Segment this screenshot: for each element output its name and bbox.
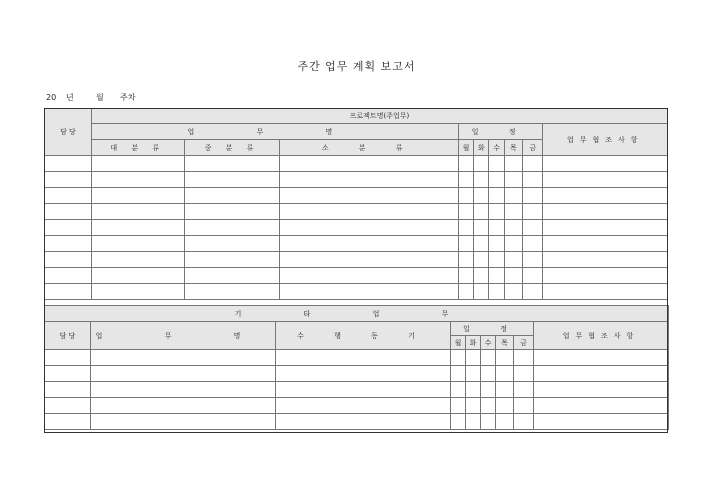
table-cell[interactable] — [466, 398, 481, 414]
table-cell[interactable] — [91, 220, 184, 236]
table-cell[interactable] — [514, 414, 534, 430]
table-cell[interactable] — [466, 350, 481, 366]
table-row — [45, 236, 668, 252]
minor-category-header: 소 분 류 — [280, 140, 458, 156]
table-cell[interactable] — [276, 382, 451, 398]
table-cell[interactable] — [184, 268, 280, 284]
table-cell[interactable] — [523, 236, 543, 252]
table-cell[interactable] — [451, 350, 466, 366]
other-damdang-header: 담 당 — [45, 322, 91, 350]
table-cell[interactable] — [91, 382, 276, 398]
table-row — [45, 204, 668, 220]
table-cell[interactable] — [184, 220, 280, 236]
table-cell[interactable] — [504, 172, 522, 188]
table-cell[interactable] — [91, 252, 184, 268]
table-cell[interactable] — [458, 156, 473, 172]
table-cell[interactable] — [45, 156, 92, 172]
table-cell[interactable] — [496, 366, 514, 382]
table-cell[interactable] — [504, 268, 522, 284]
table-cell[interactable] — [451, 398, 466, 414]
report-period — [46, 92, 135, 103]
table-cell[interactable] — [280, 204, 458, 220]
schedule-header: 일 정 — [458, 124, 543, 140]
table-cell[interactable] — [474, 188, 489, 204]
table-cell[interactable] — [45, 220, 92, 236]
table-row — [45, 350, 669, 366]
project-table — [44, 108, 668, 300]
table-cell[interactable] — [280, 188, 458, 204]
table-cell[interactable] — [91, 156, 184, 172]
table-cell[interactable] — [458, 172, 473, 188]
table-cell[interactable] — [514, 382, 534, 398]
table-cell[interactable] — [504, 220, 522, 236]
table-cell[interactable] — [184, 252, 280, 268]
table-cell[interactable] — [466, 382, 481, 398]
day-thu: 목 — [504, 140, 522, 156]
table-row — [45, 366, 669, 382]
table-row — [45, 172, 668, 188]
table-cell[interactable] — [504, 284, 522, 300]
table-cell[interactable] — [523, 220, 543, 236]
table-cell[interactable] — [458, 236, 473, 252]
table-cell[interactable] — [534, 414, 669, 430]
table-cell[interactable] — [489, 284, 504, 300]
other-cooperation-header: 업무협조사항 — [534, 322, 669, 350]
table-cell[interactable] — [276, 398, 451, 414]
project-header: 프로젝트명(주업무) — [91, 109, 667, 124]
work-name-header: 업 무 명 — [91, 124, 458, 140]
table-row — [45, 268, 668, 284]
other-work-rows — [45, 350, 669, 430]
table-cell[interactable] — [451, 366, 466, 382]
table-cell[interactable] — [523, 188, 543, 204]
table-cell[interactable] — [91, 268, 184, 284]
table-cell[interactable] — [489, 268, 504, 284]
table-row — [45, 398, 669, 414]
table-cell[interactable] — [523, 252, 543, 268]
table-row — [45, 382, 669, 398]
table-cell[interactable] — [45, 252, 92, 268]
table-cell[interactable] — [276, 414, 451, 430]
table-cell[interactable] — [534, 366, 669, 382]
table-cell[interactable] — [276, 366, 451, 382]
table-cell[interactable] — [184, 188, 280, 204]
table-cell[interactable] — [458, 188, 473, 204]
table-row — [45, 188, 668, 204]
table-cell[interactable] — [504, 156, 522, 172]
motive-header: 수 행 동 기 — [276, 322, 451, 350]
table-cell[interactable] — [496, 398, 514, 414]
table-row — [45, 284, 668, 300]
damdang-header: 담 당 — [45, 109, 92, 156]
table-cell[interactable] — [489, 172, 504, 188]
table-cell[interactable] — [91, 236, 184, 252]
other-work-name-header: 업 무 명 — [91, 322, 276, 350]
table-cell[interactable] — [514, 350, 534, 366]
table-cell[interactable] — [474, 236, 489, 252]
table-cell[interactable] — [91, 398, 276, 414]
table-cell[interactable] — [489, 220, 504, 236]
year-prefix: 20 — [46, 93, 57, 102]
table-cell[interactable] — [45, 284, 92, 300]
table-cell[interactable] — [523, 268, 543, 284]
table-cell[interactable] — [280, 268, 458, 284]
table-cell[interactable] — [458, 220, 473, 236]
table-cell[interactable] — [504, 236, 522, 252]
other-schedule-header: 일 정 — [451, 322, 534, 336]
table-cell[interactable] — [481, 414, 496, 430]
table-cell[interactable] — [458, 284, 473, 300]
table-cell[interactable] — [280, 220, 458, 236]
table-cell[interactable] — [458, 204, 473, 220]
table-cell[interactable] — [543, 204, 668, 220]
day-wed: 수 — [489, 140, 504, 156]
table-cell[interactable] — [523, 284, 543, 300]
day-tue: 화 — [474, 140, 489, 156]
table-row — [45, 252, 668, 268]
table-cell[interactable] — [489, 156, 504, 172]
table-cell[interactable] — [496, 414, 514, 430]
year-suffix: 년 — [66, 93, 74, 102]
table-cell[interactable] — [474, 156, 489, 172]
table-cell[interactable] — [466, 366, 481, 382]
table-cell[interactable] — [184, 236, 280, 252]
table-cell[interactable] — [45, 188, 92, 204]
table-row — [45, 156, 668, 172]
table-cell[interactable] — [504, 204, 522, 220]
table-cell[interactable] — [496, 350, 514, 366]
table-cell[interactable] — [91, 204, 184, 220]
table-cell[interactable] — [458, 268, 473, 284]
table-cell[interactable] — [496, 382, 514, 398]
table-cell[interactable] — [481, 366, 496, 382]
table-cell[interactable] — [45, 414, 91, 430]
table-cell[interactable] — [45, 204, 92, 220]
table-cell[interactable] — [534, 398, 669, 414]
table-cell[interactable] — [474, 204, 489, 220]
table-cell[interactable] — [451, 382, 466, 398]
other-day-fri: 금 — [514, 336, 534, 350]
other-work-table — [44, 305, 669, 430]
cooperation-header: 업무협조사항 — [543, 124, 668, 156]
table-cell[interactable] — [474, 268, 489, 284]
table-cell[interactable] — [543, 172, 668, 188]
other-day-mon: 월 — [451, 336, 466, 350]
table-cell[interactable] — [474, 220, 489, 236]
table-cell[interactable] — [276, 350, 451, 366]
table-cell[interactable] — [523, 156, 543, 172]
month-suffix: 월 — [96, 93, 104, 102]
table-cell[interactable] — [45, 398, 91, 414]
table-cell[interactable] — [504, 188, 522, 204]
table-row — [45, 414, 669, 430]
table-cell[interactable] — [458, 252, 473, 268]
table-cell[interactable] — [514, 398, 534, 414]
table-cell[interactable] — [474, 252, 489, 268]
table-cell[interactable] — [45, 382, 91, 398]
table-cell[interactable] — [543, 268, 668, 284]
table-cell[interactable] — [543, 188, 668, 204]
table-cell[interactable] — [184, 204, 280, 220]
table-cell[interactable] — [466, 414, 481, 430]
table-cell[interactable] — [91, 284, 184, 300]
table-row — [45, 220, 668, 236]
table-cell[interactable] — [91, 172, 184, 188]
middle-category-header: 중 분 류 — [184, 140, 280, 156]
table-cell[interactable] — [534, 382, 669, 398]
page-title: 주간 업무 계획 보고서 — [297, 60, 416, 73]
table-cell[interactable] — [91, 366, 276, 382]
table-cell[interactable] — [523, 204, 543, 220]
table-cell[interactable] — [280, 156, 458, 172]
table-cell[interactable] — [45, 268, 92, 284]
table-cell[interactable] — [543, 284, 668, 300]
table-cell[interactable] — [184, 172, 280, 188]
table-cell[interactable] — [481, 350, 496, 366]
table-cell[interactable] — [543, 236, 668, 252]
table-cell[interactable] — [504, 252, 522, 268]
day-fri: 금 — [523, 140, 543, 156]
table-cell[interactable] — [481, 382, 496, 398]
table-cell[interactable] — [91, 188, 184, 204]
table-cell[interactable] — [474, 172, 489, 188]
table-cell[interactable] — [514, 366, 534, 382]
table-cell[interactable] — [489, 204, 504, 220]
table-cell[interactable] — [45, 172, 92, 188]
table-cell[interactable] — [280, 284, 458, 300]
table-cell[interactable] — [481, 398, 496, 414]
table-cell[interactable] — [184, 284, 280, 300]
table-cell[interactable] — [534, 350, 669, 366]
table-cell[interactable] — [184, 156, 280, 172]
other-work-header: 기 타 업 무 — [45, 306, 669, 322]
table-cell[interactable] — [543, 156, 668, 172]
table-cell[interactable] — [91, 350, 276, 366]
table-cell[interactable] — [523, 172, 543, 188]
table-cell[interactable] — [45, 350, 91, 366]
project-rows — [45, 156, 668, 300]
table-cell[interactable] — [543, 220, 668, 236]
table-cell[interactable] — [91, 414, 276, 430]
table-cell[interactable] — [543, 252, 668, 268]
other-day-tue: 화 — [466, 336, 481, 350]
table-cell[interactable] — [451, 414, 466, 430]
table-cell[interactable] — [280, 252, 458, 268]
other-day-thu: 목 — [496, 336, 514, 350]
table-cell[interactable] — [280, 236, 458, 252]
other-day-wed: 수 — [481, 336, 496, 350]
major-category-header: 대 분 류 — [91, 140, 184, 156]
table-cell[interactable] — [474, 284, 489, 300]
table-cell[interactable] — [489, 236, 504, 252]
table-cell[interactable] — [45, 366, 91, 382]
table-cell[interactable] — [280, 172, 458, 188]
table-cell[interactable] — [45, 236, 92, 252]
week-suffix: 주차 — [120, 93, 136, 102]
table-cell[interactable] — [489, 188, 504, 204]
day-mon: 월 — [458, 140, 473, 156]
table-cell[interactable] — [489, 252, 504, 268]
